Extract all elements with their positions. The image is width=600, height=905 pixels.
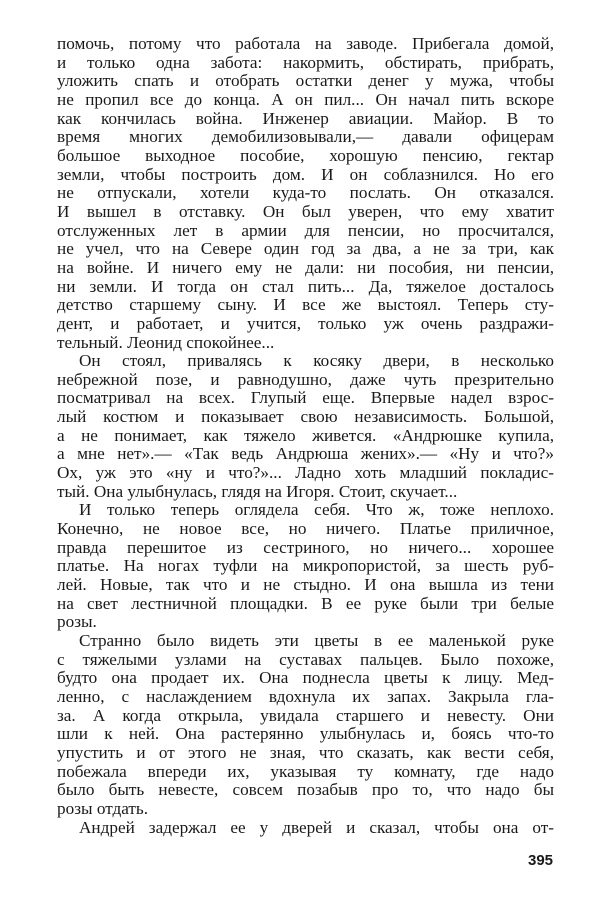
text-line: розы отдать. [57, 798, 149, 818]
text-line: Ох, уж это «ну и что?»... Ладно хоть младший покладис- [57, 463, 554, 483]
text-line: тельный. Леонид спокойнее... [57, 332, 275, 352]
text-line: Странно было видеть эти цветы в ее маленькой руке [79, 631, 554, 650]
text-line: отслуженных лет в армии для пенсии, но просчитался, [57, 220, 554, 240]
text-line: будто она продает их. Она поднесла цветы к лицу. Мед- [57, 668, 554, 688]
paragraph [57, 35, 554, 352]
text-line: на свет лестничной площадки. В ее руке были три белые [57, 593, 554, 613]
text-line: ни земли. И тогда он стал пить... Да, тяжелое досталось [57, 276, 554, 296]
text-line: не отпускали, хотели куда-то послать. Он отказался. [57, 183, 554, 203]
text-line: уложить спать и отобрать остатки денег у мужа, чтобы [57, 71, 554, 91]
text-line: упустить и от этого не зная, что сказать, как вести себя, [57, 742, 554, 762]
text-line: было быть невесте, совсем позабыв про то, что надо бы [57, 780, 554, 800]
text-line: платье. На ногах туфли на микропористой, за шесть руб- [57, 556, 554, 576]
text-line: помочь, потому что работала на заводе. Прибегала домой, [57, 34, 554, 53]
text-line: за. А когда открыла, увидала старшего и невесту. Они [57, 705, 554, 725]
text-line: ленно, с наслаждением вдохнула их запах. Закрыла гла- [57, 686, 554, 706]
text-line: И вышел в отставку. Он был уверен, что ему хватит [57, 201, 554, 221]
paragraph [57, 501, 554, 632]
text-line: тый. Она улыбнулась, глядя на Игоря. Стоит, скучает... [57, 481, 458, 501]
text-line: посматривал на всех. Глупый еще. Впервые надел взрос- [57, 388, 554, 408]
paragraph [57, 632, 554, 819]
text-line: большое выходное пособие, хорошую пенсию, гектар [57, 145, 554, 165]
paragraph [57, 819, 554, 838]
text-line: а не понимает, как тяжело живется. «Андрюшке купила, [57, 425, 554, 445]
text-line: с тяжелыми узлами на суставах пальцев. Было похоже, [57, 649, 554, 669]
paragraph [57, 352, 554, 501]
text-line: а мне нет».— «Так ведь Андрюша жених».— «Ну и что?» [57, 444, 554, 464]
page-number: 395 [528, 852, 554, 869]
text-line: Он стоял, привалясь к косяку двери, в несколько [79, 351, 554, 371]
text-line: шли к ней. Она растерянно улыбнулась и, боясь что-то [57, 724, 554, 744]
text-line: лый костюм и показывает свою независимость. Большой, [57, 407, 554, 427]
text-line: небрежной позе, и равнодушно, даже чуть презрительно [57, 369, 554, 389]
text-line: время многих демобилизовывали,— давали офицерам [57, 127, 554, 147]
text-line: правда перешитое из сестриного, но ничего... хорошее [57, 537, 554, 557]
text-line: как кончилась война. Инженер авиации. Майор. В то [57, 108, 554, 128]
text-line: земли, чтобы построить дом. И он соблазнился. Но его [57, 164, 554, 184]
text-line: розы. [57, 612, 97, 632]
text-line: детство старшему сыну. И все же выстоял. Теперь сту- [57, 295, 554, 315]
text-line: лей. Новые, так что и не стыдно. И она вышла из тени [57, 575, 554, 595]
text-line: Конечно, не новое все, но ничего. Платье приличное, [57, 519, 554, 539]
text-line: на войне. И ничего ему не дали: ни пособия, ни пенсии, [57, 257, 554, 277]
text-line: побежала впереди их, указывая ту комнату, где надо [57, 761, 554, 781]
text-line: И только теперь оглядела себя. Что ж, тоже неплохо. [79, 500, 554, 520]
text-line: и только одна забота: накормить, обстирать, прибрать, [57, 52, 554, 72]
text-line: не учел, что на Севере один год за два, а не за три, как [57, 239, 554, 259]
text-line: дент, и работает, и учится, только уж очень раздражи- [57, 313, 554, 333]
page-body-text [57, 35, 554, 837]
text-line: не пропил все до конца. А он пил... Он начал пить вскоре [57, 89, 554, 109]
text-line: Андрей задержал ее у дверей и сказал, чтобы она от- [79, 817, 554, 837]
